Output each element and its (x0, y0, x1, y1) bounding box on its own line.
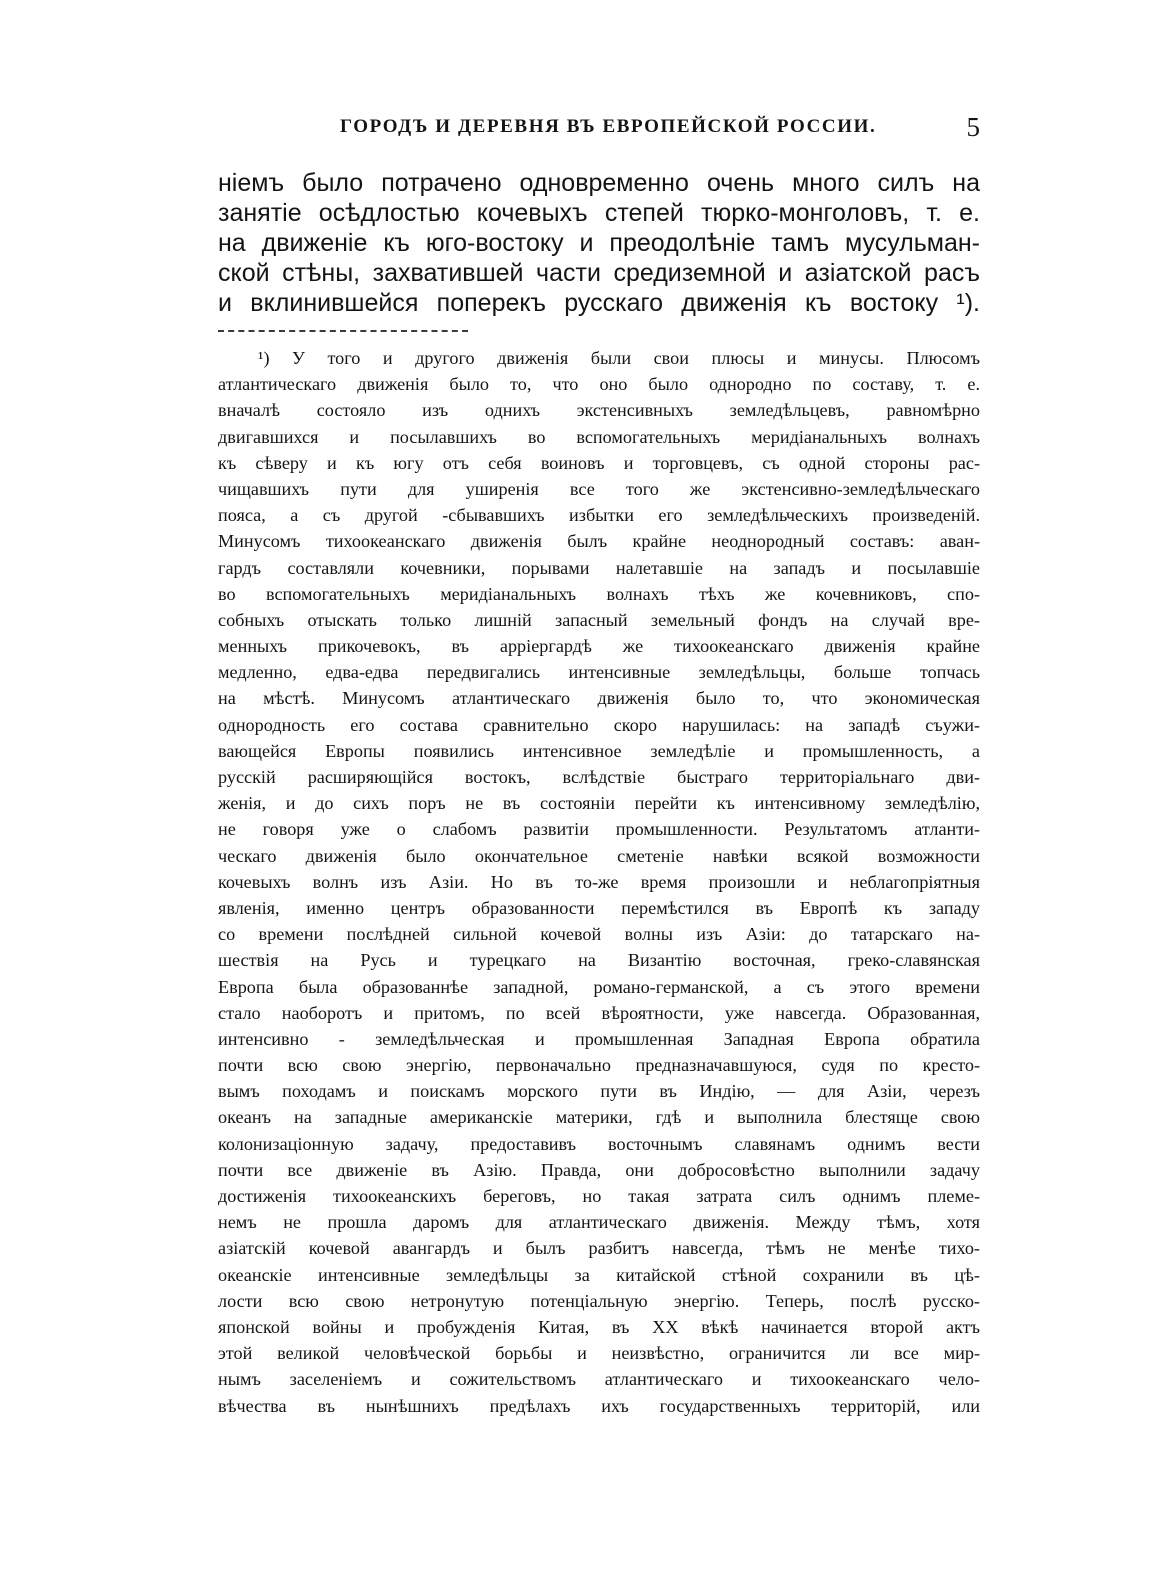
footnote-line: Минусомъ тихоокеанскаго движенія былъ крайне неоднородный составъ: аван- (218, 531, 980, 552)
footnote-line: не говоря уже о слабомъ развитіи промышленности. Результатомъ атланти- (218, 819, 980, 840)
main-text-line: ской стѣны, захватившей части средиземной и азіатской расъ (218, 259, 980, 287)
main-text-line: ніемъ было потрачено одновременно очень много силъ на (218, 169, 980, 197)
footnote-line: менныхъ прикочевокъ, въ арріергардѣ же тихоокеанскаго движенія крайне (218, 636, 980, 657)
footnote-line: гардъ составляли кочевники, порывами налетавшіе на западъ и посылавшіе (218, 557, 980, 578)
main-text-line: на движеніе къ юго-востоку и преодолѣніе тамъ мусульман- (218, 229, 980, 257)
footnote-line: ¹) У того и другого движенія были свои плюсы и минусы. Плюсомъ (258, 348, 980, 368)
footnote-line: океанъ на западные американскіе материки, гдѣ и выполнила блестяще свою (218, 1107, 980, 1128)
footnote-line: кочевыхъ волнъ изъ Азіи. Но въ то-же время произошли и неблагопріятныя (218, 871, 980, 892)
main-text-line: и вклинившейся поперекъ русскаго движенія къ востоку ¹). (218, 289, 980, 317)
footnote-line: во вспомогательныхъ меридіанальныхъ волнахъ тѣхъ же кочевниковъ, спо- (218, 583, 980, 604)
footnote-line: интенсивно - земледѣльческая и промышленная Западная Европа обратила (218, 1028, 980, 1049)
footnote-line: нымъ заселеніемъ и сожительствомъ атлантическаго и тихоокеанскаго чело- (218, 1369, 980, 1390)
footnote-line: почти все движеніе въ Азію. Правда, они добросовѣстно выполнили задачу (218, 1159, 980, 1180)
running-title: ГОРОДЪ И ДЕРЕВНЯ ВЪ ЕВРОПЕЙСКОЙ РОССИИ. (340, 116, 877, 137)
footnote-line: вающейся Европы появились интенсивное земледѣліе и промышленность, а (218, 740, 980, 761)
footnote-line: чищавшихъ пути для уширенія все того же экстенсивно-земледѣльческаго (218, 478, 980, 499)
footnote-line: русскій расширяющійся востокъ, вслѣдствіе быстраго территоріальнаго дви- (218, 767, 980, 787)
footnote-line: явленія, именно центръ образованности перемѣстился въ Европѣ къ западу (218, 897, 980, 918)
footnote-line: женія, и до сихъ поръ не въ состояніи перейти къ интенсивному земледѣлію, (218, 793, 980, 814)
footnote-line: медленно, едва-едва передвигались интенсивные земледѣльцы, больше топчась (218, 662, 980, 683)
page-header (220, 112, 980, 146)
footnote-line: почти всю свою энергію, первоначально предназначавшуюся, судя по кресто- (218, 1055, 980, 1076)
footnote-line: океанскіе интенсивные земледѣльцы за китайской стѣной сохранили въ цѣ- (218, 1264, 980, 1285)
footnote-block (218, 345, 980, 1419)
footnote-line: этой великой человѣческой борьбы и неизвѣстно, ограничится ли все мир- (218, 1343, 980, 1364)
footnote-line: собныхъ отыскать только лишній запасный земельный фондъ на случай вре- (218, 609, 980, 630)
footnote-line: атлантическаго движенія было то, что оно было однородно по составу, т. е. (218, 374, 980, 395)
footnote-line: лости всю свою нетронутую потенціальную энергію. Теперь, послѣ русско- (218, 1290, 980, 1311)
footnote-line: пояса, а съ другой -сбывавшихъ избытки его земледѣльческихъ произведеній. (218, 505, 980, 526)
footnote-line: колонизаціонную задачу, предоставивъ восточнымъ славянамъ однимъ вести (218, 1133, 980, 1154)
footnote-line: достиженія тихоокеанскихъ береговъ, но такая затрата силъ однимъ племе- (218, 1186, 980, 1206)
footnote-line: стало наоборотъ и притомъ, по всей вѣроятности, уже навсегда. Образованная, (218, 1002, 980, 1023)
footnote-line: вѣчества въ нынѣшнихъ предѣлахъ ихъ государственныхъ территорій, или (218, 1395, 980, 1416)
footnote-line: со времени послѣдней сильной кочевой волны изъ Азіи: до татарскаго на- (218, 924, 980, 945)
footnote-line: вначалѣ состояло изъ однихъ экстенсивныхъ земледѣльцевъ, равномѣрно (218, 400, 980, 421)
footnote-line: вымъ походамъ и поискамъ морского пути въ Индію, — для Азіи, черезъ (218, 1081, 980, 1102)
main-text-block (218, 168, 980, 318)
footnote-line: азіатскій кочевой авангардъ и былъ разбитъ навсегда, тѣмъ не менѣе тихо- (218, 1238, 980, 1259)
footnote-line: немъ не прошла даромъ для атлантическаго движенія. Между тѣмъ, хотя (218, 1212, 980, 1233)
footnote-line: шествія на Русь и турецкаго на Византію восточная, греко-славянская (218, 950, 980, 971)
footnote-line: къ сѣверу и къ югу отъ себя воиновъ и торговцевъ, съ одной стороны рас- (218, 452, 980, 473)
footnote-line: двигавшихся и посылавшихъ во вспомогательныхъ меридіанальныхъ волнахъ (218, 426, 980, 447)
footnote-line: на мѣстѣ. Минусомъ атлантическаго движенія было то, что экономическая (218, 688, 980, 709)
main-text-line: занятіе осѣдлостью кочевыхъ степей тюрко-монголовъ, т. е. (218, 199, 980, 227)
footnote-separator (218, 330, 468, 332)
footnote-line: Европа была образованнѣе западной, романо-германской, а съ этого времени (218, 976, 980, 997)
footnote-line: ческаго движенія было окончательное сметеніе навѣки всякой возможности (218, 845, 980, 866)
footnote-line: однородность его состава сравнительно скоро нарушилась: на западѣ съужи- (218, 714, 980, 735)
footnote-line: японской войны и пробужденія Китая, въ XX вѣкѣ начинается второй актъ (218, 1316, 980, 1337)
page-number: 5 (966, 112, 980, 142)
